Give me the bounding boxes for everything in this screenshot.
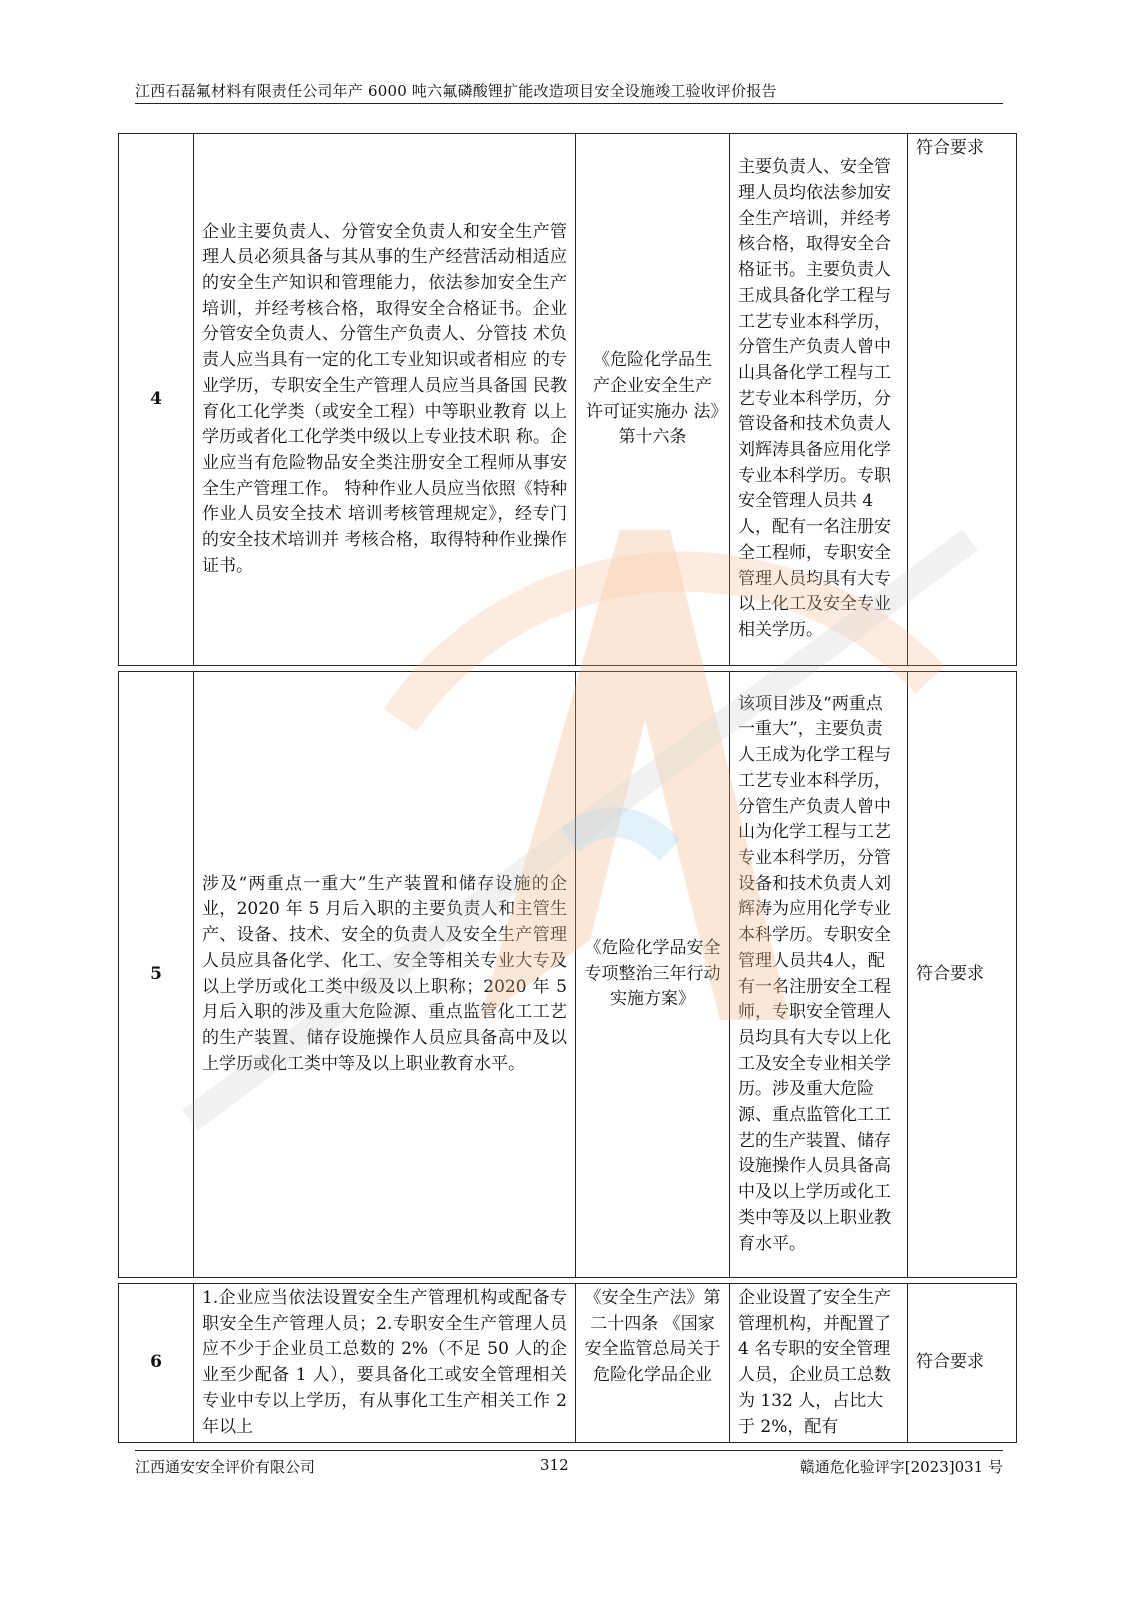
status-cell: 主要负责人、安全管理人员均依法参加安全生产培训，并经考核合格，取得安全合格证书。主要负责人王成具备化学工程与工艺专业本科学历，分管生产负责人曾中山具备化学工程与工艺专业本科学历，分管设备和技术负责人刘辉涛具备应用化学专业本科学历。专职安全管理人员共 4 人，配有一名注册安全工程师，专职安全管理人员均具有大专以上化工及安全专业相关学历。 xyxy=(730,134,908,666)
status-cell: 企业设置了安全生产管理机构，并配置了 4 名专职的安全管理人员，企业员工总数为 132 人，占比大于 2%，配有 xyxy=(730,1284,908,1443)
header-divider xyxy=(135,103,1003,104)
footer-divider xyxy=(135,1450,1003,1451)
status-cell: 该项目涉及“两重点一重大”，主要负责人王成为化学工程与工艺专业本科学历，分管生产负责人曾中山为化学工程与工艺专业本科学历，分管设备和技术负责人刘辉涛为应用化学专业本科学历。专职安全管理人员共4人，配有一名注册安全工程师，专职安全管理人员均具有大专以上化工及安全专业相关学历。涉及重大危险源、重点监管化工工艺的生产装置、储存设施操作人员具备高中及以上学历或化工类中等及以上职业教育水平。 xyxy=(730,672,908,1278)
row-number: 5 xyxy=(119,672,194,1278)
requirement-cell: 涉及“两重点一重大”生产装置和储存设施的企业，2020 年 5 月后入职的主要负责人和主管生产、设备、技术、安全的负责人及安全生产管理人员应具备化学、化工、安全等相关专业大专及以上学历或化工类中级及以上职称；2020 年 5 月后入职的涉及重大危险源、重点监管化工工艺的生产装置、储存设施操作人员应具备高中及以上学历或化工类中等及以上职业教育水平。 xyxy=(194,672,576,1278)
row-number: 4 xyxy=(119,134,194,666)
table-row xyxy=(119,672,1017,1278)
requirement-cell: 企业主要负责人、分管安全负责人和安全生产管 理人员必须具备与其从事的生产经营活动相适应 的安全生产知识和管理能力，依法参加安全生产 培训，并经考核合格，取得安全合格证书。企业分管安全负责人、分管生产负责人、分管技 术负责人应当具有一定的化工专业知识或者相应 的专业学历，专职安全生产管理人员应当具备国 民教育化工化学类（或安全工程）中等职业教育 以上学历或者化工化学类中级以上专业技术职 称。企业应当有危险物品安全类注册安全工程师从事安全生产管理工作。 特种作业人员应当依照《特种作业人员安全技术 培训考核管理规定》，经专门的安全技术培训并 考核合格，取得特种作业操作证书。 xyxy=(194,134,576,666)
page-number: 312 xyxy=(540,1456,569,1474)
basis-cell: 《危险化学品生 产企业安全生产 许可证实施办 法》第十六条 xyxy=(576,134,730,666)
compliance-table xyxy=(118,133,1017,1443)
result-cell: 符合要求 xyxy=(908,134,1017,666)
basis-cell: 《安全生产法》第二十四条 《国家安全监管总局关于危险化学品企业 xyxy=(576,1284,730,1443)
table-row xyxy=(119,134,1017,666)
result-cell: 符合要求 xyxy=(908,672,1017,1278)
document-number: 赣通危化验评字[2023]031 号 xyxy=(799,1458,1003,1476)
page-header-title: 江西石磊氟材料有限责任公司年产 6000 吨六氟磷酸锂扩能改造项目安全设施竣工验收评价报告 xyxy=(135,82,777,100)
result-cell: 符合要求 xyxy=(908,1284,1017,1443)
table-row xyxy=(119,1284,1017,1443)
requirement-cell: 1.企业应当依法设置安全生产管理机构或配备专职安全生产管理人员；2.专职安全生产管理人员应不少于企业员工总数的 2%（不足 50 人的企业至少配备 1 人），要具备化工或安全管理相关专业中专以上学历，有从事化工生产相关工作 2 年以上 xyxy=(194,1284,576,1443)
basis-cell: 《危险化学品安全专项整治三年行动实施方案》 xyxy=(576,672,730,1278)
footer-company: 江西通安安全评价有限公司 xyxy=(135,1458,316,1476)
row-number: 6 xyxy=(119,1284,194,1443)
